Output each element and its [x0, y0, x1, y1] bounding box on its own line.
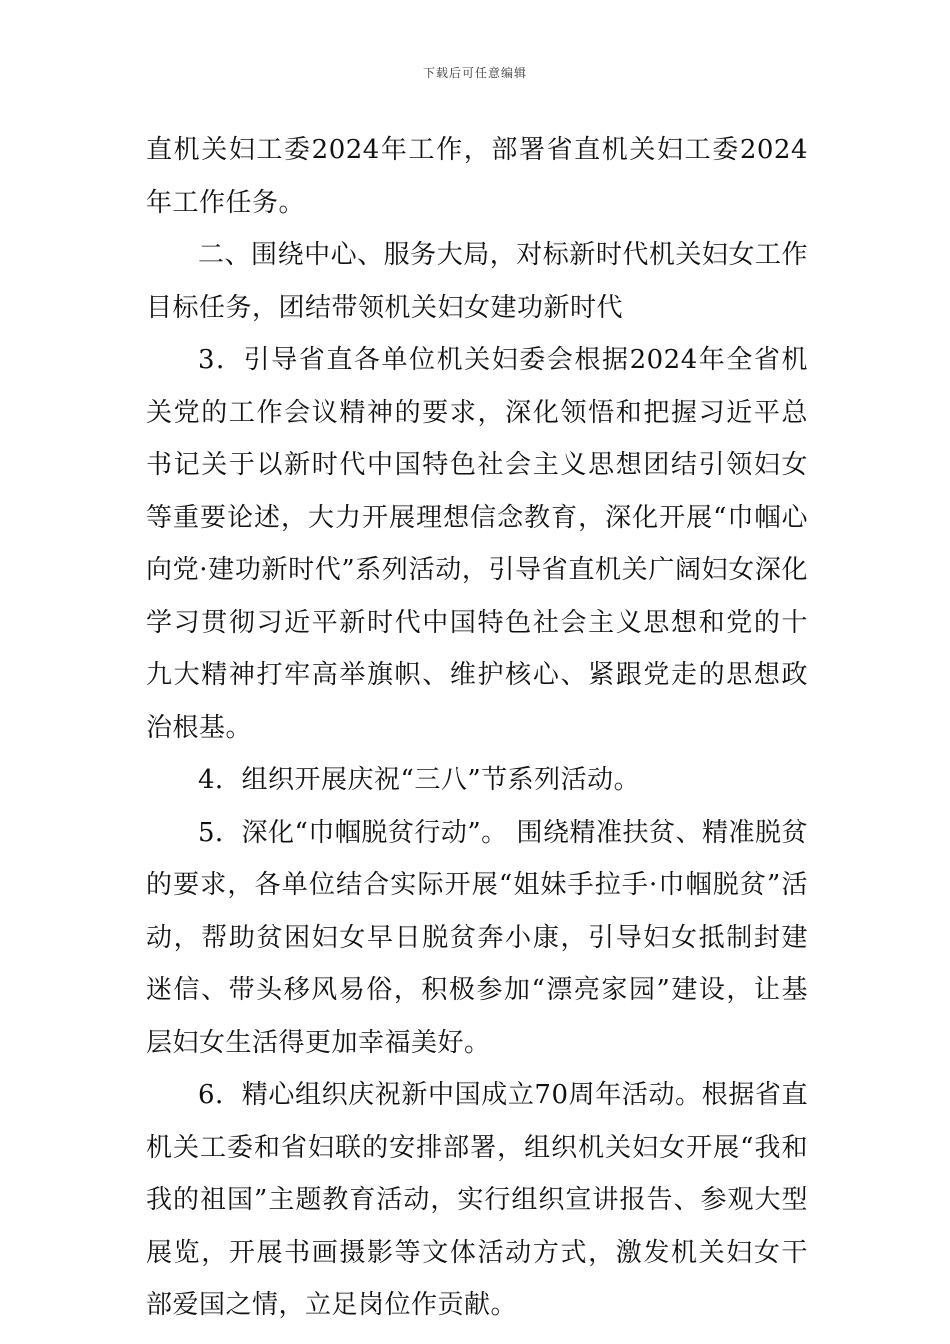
paragraph-item-6: 6．精心组织庆祝新中国成立70周年活动。根据省直机关工委和省妇联的安排部署，组织机关妇女开展“我和我的祖国”主题教育活动，实行组织宣讲报告、参观大型展览，开展书画摄影等文体活动方式，激发机关妇女干部爱国之情，立足岗位作贡献。: [146, 1080, 808, 1320]
paragraph-continuation: 直机关妇工委2024年工作，部署省直机关妇工委2024年工作任务。: [146, 135, 808, 218]
paragraph-item-3: 3．引导省直各单位机关妇委会根据2024年全省机关党的工作会议精神的要求，深化领悟和把握习近平总书记关于以新时代中国特色社会主义思想团结引领妇女等重要论述，大力开展理想信念教育，深化开展“巾帼心向党·建功新时代”系列活动，引导省直机关广阔妇女深化学习贯彻习近平新时代中国特色社会主义思想和党的十九大精神打牢高举旗帜、维护核心、紧跟党走的思想政治根基。: [146, 345, 808, 743]
document-body: [146, 124, 808, 1332]
paragraph-item-5: 5．深化“巾帼脱贫行动”。 围绕精准扶贫、精准脱贫的要求，各单位结合实际开展“姐妹手拉手·巾帼脱贫”活动，帮助贫困妇女早日脱贫奔小康，引导妇女抵制封建迷信、带头移风易俗，积极参加“漂亮家园”建设，让基层妇女生活得更加幸福美好。: [146, 817, 808, 1058]
section-heading-2: 二、围绕中心、服务大局，对标新时代机关妇女工作目标任务，团结带领机关妇女建功新时代: [146, 240, 808, 323]
paragraph-item-4: 4．组织开展庆祝“三八”节系列活动。: [198, 765, 641, 795]
page-header-note: 下载后可任意编辑: [422, 66, 527, 80]
